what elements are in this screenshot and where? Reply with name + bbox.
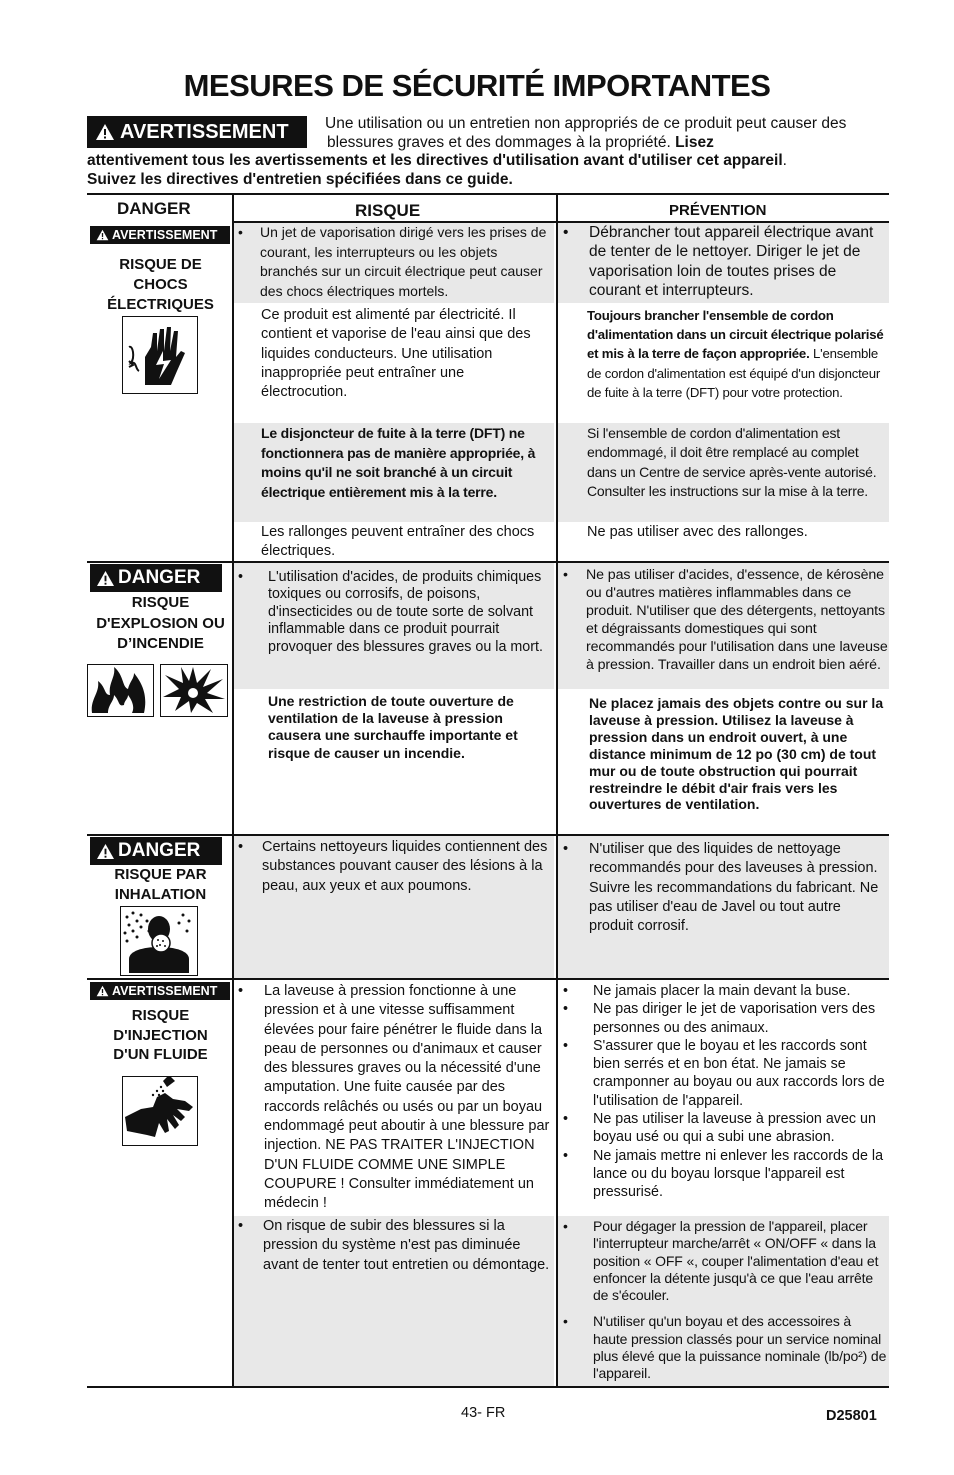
prevention-text: Ne placez jamais des objets contre ou sur la laveuse à pression. Utilisez la laveuse à pression dans un endroit ouvert, à une distance minimum de 12 po (30 cm) de tout mur ou de toute obstruction qui pourrait restreindre le débit d'air frais vers les ouvertures de ventilation. xyxy=(589,695,884,813)
list-item: • N'utiliser qu'un boyau et des accessoires à haute pression classés pour un service nominal plus élevé que la puissance nominale (lb/po²) de l'appareil. xyxy=(559,1313,889,1382)
fire-icon xyxy=(87,664,154,717)
page-title: MESURES DE SÉCURITÉ IMPORTANTES xyxy=(183,68,771,103)
inhalation-icon xyxy=(120,906,198,976)
risk-row xyxy=(234,982,554,1214)
list-item: • Ne jamais mettre ni enlever les raccords de la lance ou du boyau lorsque l'appareil est pressurisé. xyxy=(559,1147,889,1202)
warning-triangle-icon xyxy=(96,843,115,860)
prevention-list xyxy=(559,982,889,1202)
risk-row xyxy=(234,1217,554,1275)
section4-badge xyxy=(90,982,230,1000)
intro-text-period: . xyxy=(782,152,787,169)
risk-row xyxy=(234,223,554,301)
risk-text: • La laveuse à pression fonctionne à une pression et à une vitesse suffisamment élevées pour faire pénétrer le fluide dans la peau de personnes ou d'animaux et causer des blessures graves ou la nécessité d'une amputation. Une fuite causée par des raccords relâchés ou usés ou par un boyau endommagé peut aboutir à une blessure par injection. NE PAS TRAITER L'INJECTION D'UN FLUIDE COMME UNE SIMPLE COUPURE ! Consulter immédiatement un médecin ! xyxy=(234,982,554,1214)
section3-badge xyxy=(90,837,222,865)
prevention-text: Si l'ensemble de cordon d'alimentation est endommagé, il doit être remplacé au complet dans un Centre de service après-vente autorisé. Consulter les instructions sur la mise à la terre. xyxy=(587,425,877,499)
list-item: • Ne jamais placer la main devant la buse. xyxy=(559,982,889,1000)
list-item: • Ne pas diriger le jet de vaporisation vers des personnes ou des animaux. xyxy=(559,1000,889,1037)
section1-badge xyxy=(90,226,230,244)
section3-badge-label: DANGER xyxy=(118,840,201,861)
electric-shock-icon xyxy=(122,316,198,394)
list-item: • Pour dégager la pression de l'appareil, placer l'interrupteur marche/arrêt « ON/OFF « dans la position « OFF «, couper l'alimentation d'eau et enfoncer la détente jusqu'à ce que l'eau arrête de s'écouler. xyxy=(559,1218,889,1304)
header-risque: RISQUE xyxy=(355,201,421,220)
risk-text: Ce produit est alimenté par électricité. Il contient et vaporise de l'eau ainsi que des liquides conducteurs. Une utilisation inappropriée peut entraîner une électrocution. xyxy=(261,307,531,401)
warning-triangle-icon xyxy=(96,570,115,587)
risk-text: Les rallonges peuvent entraîner des chocs électriques. xyxy=(261,524,535,560)
list-item: • Ne pas utiliser la laveuse à pression avec un boyau usé ou qui a subi une abrasion. xyxy=(559,1110,889,1147)
intro-text-normal: Une utilisation ou un entretien non appropriés de ce produit peut causer des blessures graves et des dommages à la propriété. xyxy=(325,115,847,151)
intro-text-bold1: Lisez xyxy=(675,133,714,151)
prevention-list xyxy=(559,1218,889,1383)
document-code: D25801 xyxy=(826,1408,877,1424)
section1-label: RISQUE DE CHOCS ÉLECTRIQUES xyxy=(107,256,214,313)
section4-badge-label: AVERTISSEMENT xyxy=(112,984,218,998)
risk-row xyxy=(234,838,554,896)
header-prevention: PRÉVENTION xyxy=(669,202,767,219)
warning-badge-label: AVERTISSEMENT xyxy=(120,120,289,143)
prevention-row xyxy=(559,840,889,936)
risk-text: • On risque de subir des blessures si la pression du système n'est pas diminuée avant de tenter tout entretien ou démontage. xyxy=(234,1217,554,1275)
section1-badge-label: AVERTISSEMENT xyxy=(112,228,218,242)
explosion-icon xyxy=(160,664,228,717)
intro-text-bold3: Suivez les directives d'entretien spécifiées dans ce guide. xyxy=(87,170,513,188)
section3-label: RISQUE PAR INHALATION xyxy=(114,866,207,903)
risk-text: • Un jet de vaporisation dirigé vers les prises de courant, les interrupteurs ou les objets branchés sur un circuit électrique peut causer des chocs électriques mortels. xyxy=(234,223,548,301)
fluid-injection-icon xyxy=(122,1076,198,1146)
section4-label: RISQUE D'INJECTION D'UN FLUIDE xyxy=(113,1007,208,1063)
header-danger: DANGER xyxy=(117,199,191,218)
section2-badge xyxy=(90,564,222,592)
section2-label: RISQUE D'EXPLOSION OU D’INCENDIE xyxy=(96,594,225,652)
risk-row xyxy=(234,569,554,656)
prevention-text: • Débrancher tout appareil électrique avant de tenter de le nettoyer. Diriger le jet de vaporisation loin de toutes prises de courant et interrupteurs. xyxy=(559,223,885,300)
warning-triangle-icon xyxy=(96,229,109,241)
prevention-text: Ne pas utiliser avec des rallonges. xyxy=(587,524,808,540)
page-number: 43- FR xyxy=(461,1405,506,1421)
prevention-text: L'ensemble de cordon d'alimentation est équipé d'un disjoncteur de fuite à la terre (DFT) pour votre protection. xyxy=(587,346,881,400)
prevention-text: • Ne pas utiliser d'acides, d'essence, de kérosène ou d'autres matières inflammables dans ce produit. N'utiliser que des détergents, nettoyants et dégraissants domestiques qui sont recommandés pour l'utilisation dans une laveuse à pression. Travailler dans un endroit bien aéré. xyxy=(559,566,889,674)
safety-table xyxy=(87,193,889,1388)
warning-triangle-icon xyxy=(96,985,109,997)
intro-text-bold2: attentivement tous les avertissements et les directives d'utilisation avant d'utiliser cet appareil xyxy=(87,152,783,169)
prevention-text: • N'utiliser que des liquides de nettoyage recommandés pour des laveuses à pression. Suivre les recommandations du fabricant. Ne pas utiliser d'eau de Javel ou tout autre produit corrosif. xyxy=(559,840,889,936)
prevention-row xyxy=(559,566,889,674)
section2-badge-label: DANGER xyxy=(118,567,201,588)
risk-text: • L'utilisation d'acides, de produits chimiques toxiques ou corrosifs, de poisons, d'insecticides ou de toute sorte de solvant inflammable dans ce produit pourrait provoquer des blessures graves ou la mort. xyxy=(234,569,554,656)
prevention-row xyxy=(587,306,887,402)
prevention-text-bold: Toujours brancher l'ensemble de cordon d'alimentation dans un circuit électrique polarisé et mis à la terre de façon appropriée. xyxy=(587,308,884,362)
risk-text: Le disjoncteur de fuite à la terre (DFT) ne fonctionnera pas de manière appropriée, à moins qu'il ne soit branché à un circuit électrique entièrement mis à la terre. xyxy=(261,425,536,500)
risk-text: • Certains nettoyeurs liquides contiennent des substances pouvant causer des lésions à la peau, aux yeux et aux poumons. xyxy=(234,838,554,896)
prevention-row xyxy=(559,223,889,300)
risk-text: Une restriction de toute ouverture de ventilation de la laveuse à pression causera une surchauffe importante et risque de causer un incendie. xyxy=(268,693,518,761)
intro-text xyxy=(87,115,877,189)
list-item: • S'assurer que le boyau et les raccords sont bien serrés et en bon état. Ne jamais se cramponner au boyau ou aux raccords lors de l'utilisation de l'appareil. xyxy=(559,1037,889,1110)
